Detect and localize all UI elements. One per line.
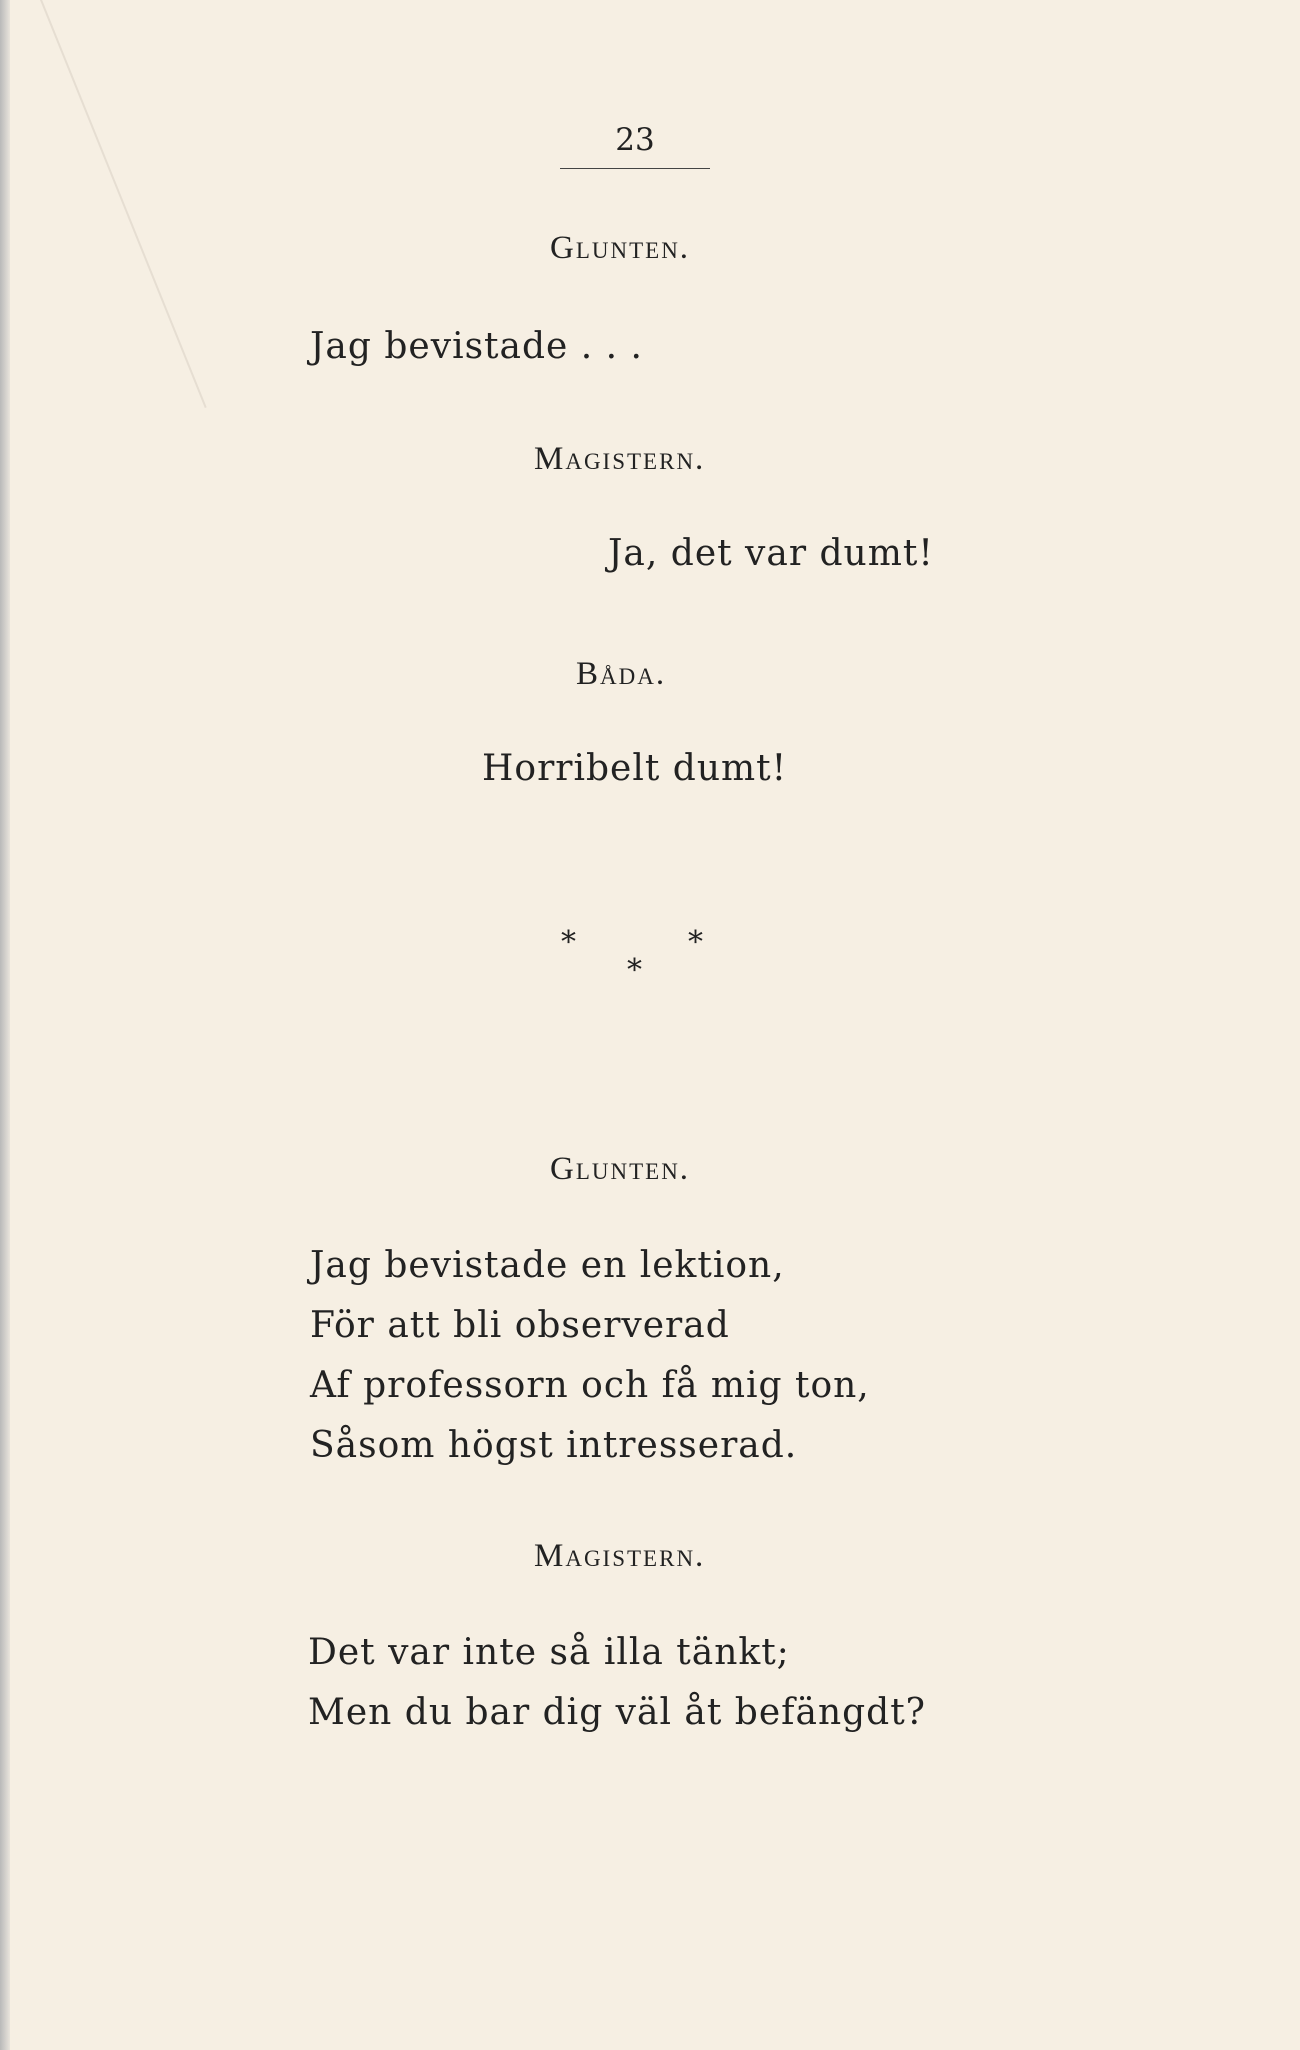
separator-star: * <box>688 925 703 960</box>
line-jag-bevistade: Jag bevistade . . . <box>310 326 643 367</box>
speaker-magistern-1: Magistern. <box>534 441 706 477</box>
verse-line: För att bli observerad <box>310 1305 730 1346</box>
paper-crease <box>40 0 207 408</box>
line-ja-det-var-dumt: Ja, det var dumt! <box>608 533 934 574</box>
verse-line: Men du bar dig väl åt befängdt? <box>308 1692 926 1733</box>
verse-line: Af professorn och få mig ton, <box>310 1365 870 1406</box>
speaker-glunten-2: Glunten. <box>550 1151 691 1187</box>
speaker-magistern-2: Magistern. <box>534 1538 706 1574</box>
separator-star: * <box>561 925 576 960</box>
line-horribelt-dumt: Horribelt dumt! <box>482 748 788 789</box>
page-left-edge <box>0 0 10 2050</box>
verse-line: Jag bevistade en lektion, <box>310 1245 785 1286</box>
speaker-bada: Båda. <box>576 656 667 692</box>
speaker-glunten-1: Glunten. <box>550 230 691 266</box>
separator-star: * <box>627 953 642 988</box>
verse-line: Såsom högst intresserad. <box>310 1425 798 1466</box>
page-number: 23 <box>615 122 655 158</box>
header-rule <box>560 168 710 169</box>
verse-line: Det var inte så illa tänkt; <box>308 1632 790 1673</box>
